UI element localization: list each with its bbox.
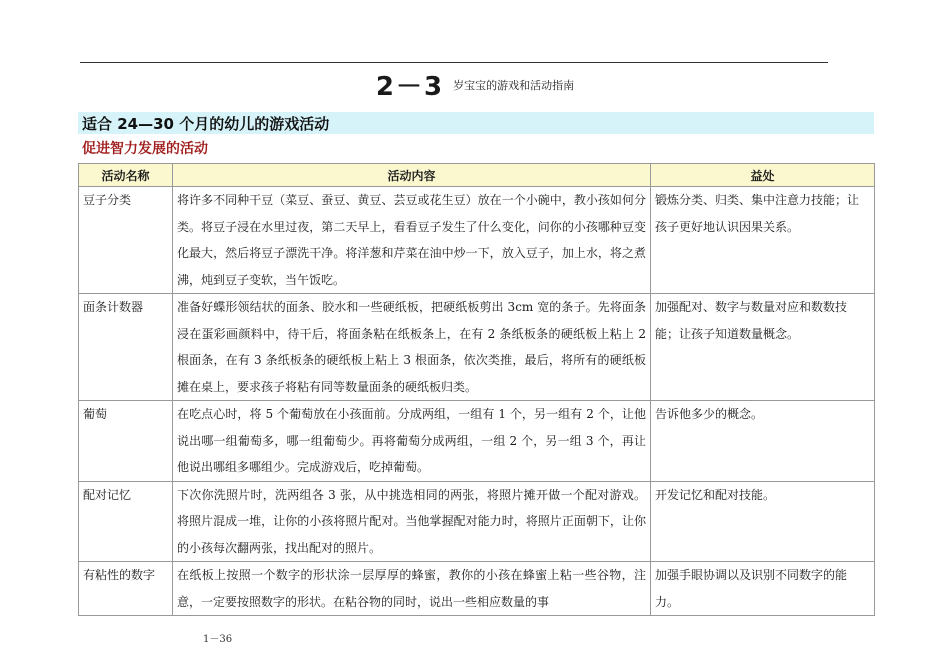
table-row xyxy=(79,481,875,562)
activity-content: 在吃点心时，将 5 个葡萄放在小孩面前。分成两组，一组有 1 个，另一组有 2 个，让他说出哪一组葡萄多，哪一组葡萄少。再将葡萄分成两组，一组 2 个，另一组 3 个，再让他说出哪组多哪组少。完成游戏后，吃掉葡萄。 xyxy=(173,401,651,482)
table-header-row xyxy=(79,164,875,187)
section-subtitle: 促进智力发展的活动 xyxy=(82,141,208,157)
activity-name: 配对记忆 xyxy=(79,481,173,562)
activity-name: 面条计数器 xyxy=(79,294,173,401)
activity-benefit: 加强手眼协调以及识别不同数字的能力。 xyxy=(651,562,875,616)
section-title: 适合 24—30 个月的幼儿的游戏活动 xyxy=(82,115,330,133)
activity-benefit: 告诉他多少的概念。 xyxy=(651,401,875,482)
chapter-number: 2－3 xyxy=(375,72,445,102)
activity-name: 葡萄 xyxy=(79,401,173,482)
chapter-subtitle: 岁宝宝的游戏和活动指南 xyxy=(453,78,575,92)
column-header-content: 活动内容 xyxy=(173,164,651,187)
page-header xyxy=(0,66,950,103)
activity-benefit: 开发记忆和配对技能。 xyxy=(651,481,875,562)
column-header-benefit: 益处 xyxy=(651,164,875,187)
activity-content: 下次你洗照片时，洗两组各 3 张，从中挑选相同的两张，将照片摊开做一个配对游戏。将照片混成一堆，让你的小孩将照片配对。当他掌握配对能力时，将照片正面朝下，让你的小孩每次翻两张，找出配对的照片。 xyxy=(173,481,651,562)
activity-benefit: 加强配对、数字与数量对应和数数技能；让孩子知道数量概念。 xyxy=(651,294,875,401)
table-row xyxy=(79,294,875,401)
activity-benefit: 锻炼分类、归类、集中注意力技能；让孩子更好地认识因果关系。 xyxy=(651,187,875,294)
page-number: 1－36 xyxy=(203,634,233,645)
activity-content: 准备好蝶形领结状的面条、胶水和一些硬纸板，把硬纸板剪出 3cm 宽的条子。先将面条浸在蛋彩画颜料中，待干后，将面条粘在纸板条上，在有 2 条纸板条的硬纸板上粘上 2 根面条，在有 3 条纸板条的硬纸板上粘上 3 根面条，依次类推，最后，将所有的硬纸板摊在桌上，要求孩子将粘有同等数量面条的硬纸板归类。 xyxy=(173,294,651,401)
table-row xyxy=(79,401,875,482)
header-rule xyxy=(80,62,828,63)
column-header-name: 活动名称 xyxy=(79,164,173,187)
activity-content: 将许多不同种干豆（菜豆、蚕豆、黄豆、芸豆或花生豆）放在一个小碗中，教小孩如何分类。将豆子浸在水里过夜，第二天早上，看看豆子发生了什么变化，问你的小孩哪种豆变化最大，然后将豆子漂洗干净。将洋葱和芹菜在油中炒一下，放入豆子，加上水，将之煮沸，炖到豆子变软，当午饭吃。 xyxy=(173,187,651,294)
activities-table xyxy=(78,163,875,616)
activity-name: 有粘性的数字 xyxy=(79,562,173,616)
table-row xyxy=(79,187,875,294)
table-row xyxy=(79,562,875,616)
activity-content: 在纸板上按照一个数字的形状涂一层厚厚的蜂蜜，教你的小孩在蜂蜜上粘一些谷物，注意，一定要按照数字的形状。在粘谷物的同时，说出一些相应数量的事 xyxy=(173,562,651,616)
activity-name: 豆子分类 xyxy=(79,187,173,294)
